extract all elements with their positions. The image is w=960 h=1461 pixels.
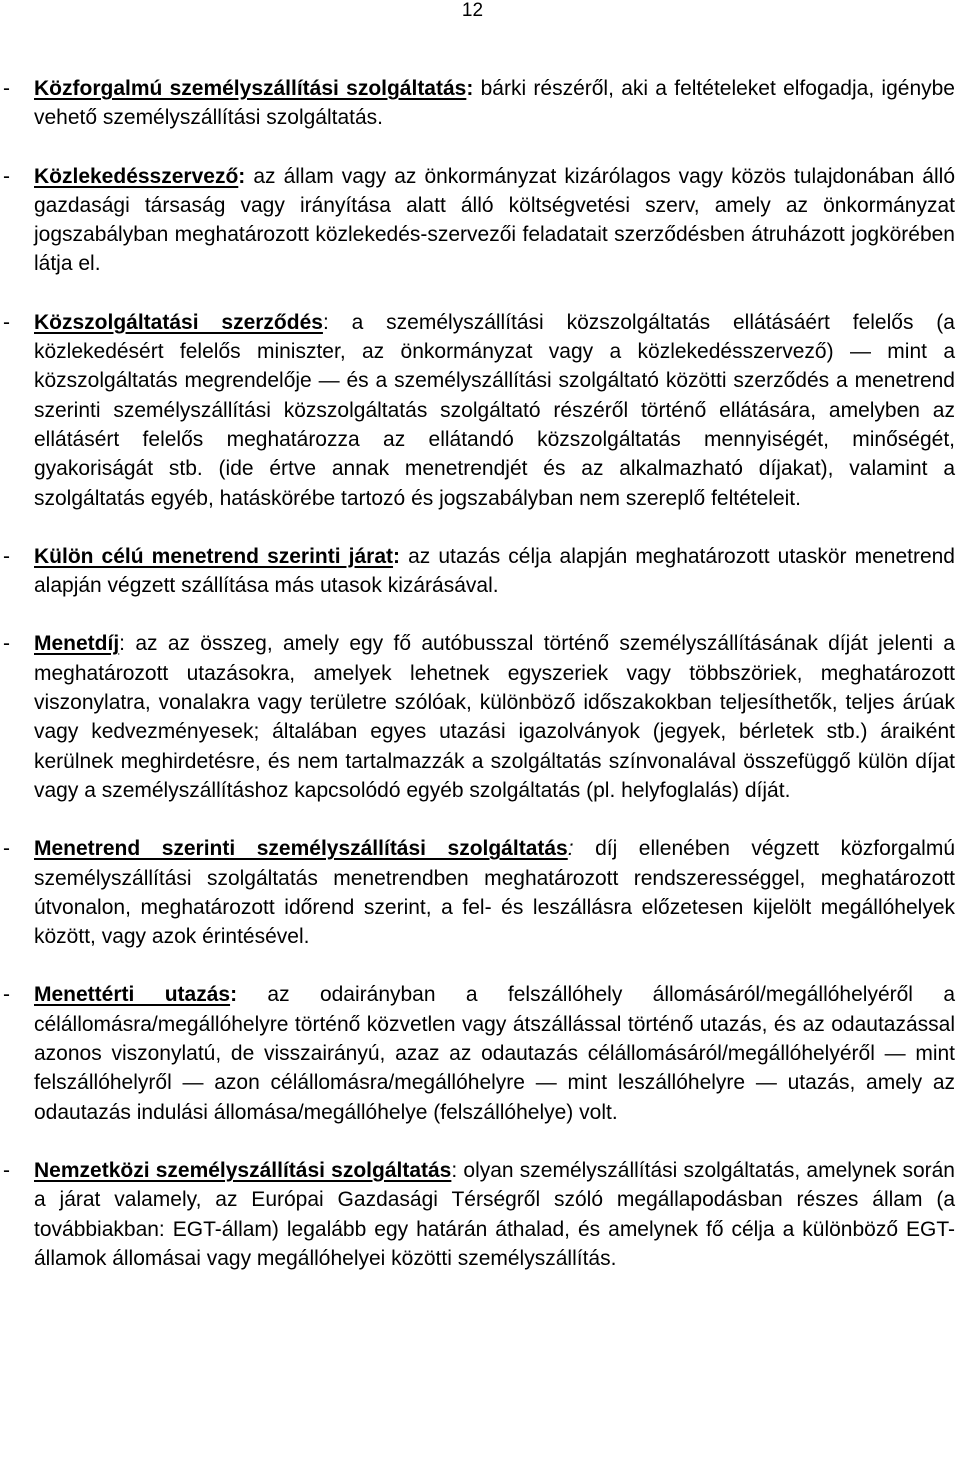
definition-item (0, 629, 955, 805)
definition-item (0, 308, 955, 513)
term-separator: : (567, 837, 574, 861)
definition-term: Közszolgáltatási szerződés (34, 310, 323, 334)
term-separator: : (393, 544, 401, 568)
definition-term: Közforgalmú személyszállítási szolgáltatás (34, 77, 467, 100)
definition-text: az az összeg, amely egy fő autóbusszal történő személyszállításának díját jelenti a meghatározott utazásokra, amelyek lehetnek egyszeriek vagy többszöriek, meghatározott viszonylatra, vonalakra vagy területre szólóak, különböző időszakokban teljesíthetők, teljes árúak vagy kedvezményesek; általában egyes utazási igazolványok (jegyek, bérletek stb.) áraiként kerülnek meghirdetésre, és nem tartalmazzák a szolgáltatás színvonalával összefüggő külön díjat vagy a személyszállításhoz kapcsolódó egyéb szolgáltatás (pl. helyfoglalás) díját. (34, 632, 955, 802)
term-separator: : (451, 1158, 458, 1182)
definition-text: az odairányban a felszállóhely állomásáról/megállóhelyéről a célállomásra/megállóhelyre történő közvetlen vagy átszállással történő utazás, és az odautazással azonos viszonylatú, de visszairányú, azaz az odautazás célállomásáról/megállóhelyéről — mint felszállóhelyről — azon célállomásra/megállóhelyre — mint leszállóhelyre — utazás, amely az odautazás indulási állomása/megállóhelye (felszállóhelye) volt. (34, 983, 955, 1124)
list-dash: - (3, 164, 10, 188)
term-separator: : (230, 983, 238, 1007)
list-dash: - (3, 310, 10, 334)
definition-item (0, 834, 955, 951)
list-dash: - (3, 837, 10, 861)
definition-term: Külön célú menetrend szerinti járat (34, 544, 394, 568)
definition-text: olyan személyszállítási szolgáltatás, amelynek során a járat valamely, az Európai Gazdasági Térségről szóló megállapodásban részes állam (a továbbiakban: EGT-állam) legalább egy határán áthalad, és amelynek fő célja a különböző EGT-államok állomásai vagy megállóhelyei közötti személyszállítás. (34, 1158, 955, 1270)
term-separator: : (322, 310, 329, 334)
list-dash: - (3, 983, 10, 1007)
definition-term: Közlekedésszervező (34, 164, 239, 188)
definition-item (0, 980, 955, 1126)
definitions-list (0, 74, 955, 1302)
definition-item (0, 74, 955, 133)
definition-text: az utazás célja alapján meghatározott utaskör menetrend alapján végzett szállítása más utasok kizárásával. (34, 544, 955, 598)
term-separator: : (238, 164, 246, 188)
definition-item (0, 542, 955, 601)
list-dash: - (3, 632, 10, 656)
definition-term: Menettérti utazás (34, 983, 231, 1007)
definition-text: az állam vagy az önkormányzat kizárólagos vagy közös tulajdonában álló gazdasági társaság vagy irányítása alatt álló költségvetési szerv, amely az önkormányzat jogszabályban meghatározott közlekedés-szervezői feladatait szerződésben átruházott jogkörében látja el. (34, 164, 955, 276)
term-separator: : (466, 77, 474, 100)
definition-text: bárki részéről, aki a feltételeket elfogadja, igénybe vehető személyszállítási szolgáltatás. (34, 77, 955, 130)
definition-term: Menetdíj (34, 632, 120, 656)
definition-term: Menetrend szerinti személyszállítási szolgáltatás (34, 837, 568, 861)
list-dash: - (3, 1158, 10, 1182)
term-separator: : (119, 632, 126, 656)
definition-text: díj ellenében végzett közforgalmú személyszállítási szolgáltatás menetrendben meghatározott rendszerességgel, meghatározott útvonalon, meghatározott időrend szerint, a fel- és leszállásra előzetesen kijelölt megállóhelyek között, vagy azok érintésével. (34, 837, 955, 949)
definition-item (0, 162, 955, 279)
definition-item (0, 1156, 955, 1273)
definition-text: a személyszállítási közszolgáltatás ellátásáért felelős (a közlekedésért felelős miniszter, az önkormányzat vagy a közlekedésszervező) — mint a közszolgáltatás megrendelője — és a személyszállítási szolgáltató közötti szerződés a menetrend szerinti személyszállítási közszolgáltatás szolgáltató részéről történő ellátására, amelyben az ellátásért felelős meghatározza az ellátandó közszolgáltatás mennyiségét, minőségét, gyakoriságát stb. (ide értve annak menetrendjét és az alkalmazható díjakat), valamint a szolgáltatás egyéb, hatáskörébe tartozó és jogszabályban nem szereplő feltételeit. (34, 310, 955, 510)
definition-term: Nemzetközi személyszállítási szolgáltatás (34, 1158, 452, 1182)
list-dash: - (3, 77, 10, 100)
list-dash: - (3, 544, 10, 568)
page-number: 12 (461, 0, 484, 21)
